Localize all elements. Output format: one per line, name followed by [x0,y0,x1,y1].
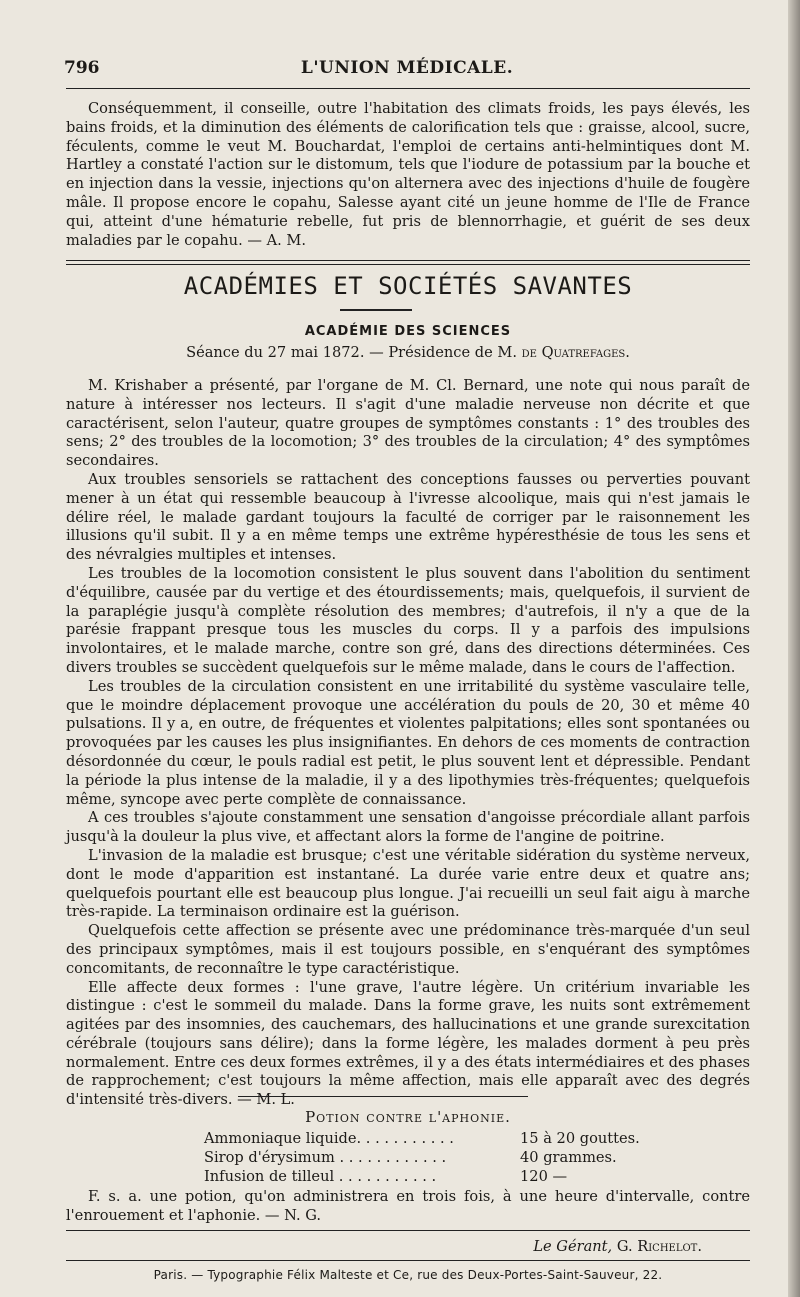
body-paragraph: Les troubles de la locomotion consistent le plus souvent dans l'abolition du sentiment d'équilibre, causée par du vertige et des étourdissements; mais, quelquefois, il survient de la paraplégie jusqu'à complète résolution des membres; d'autrefois, il n'y a que de la parésie frappant presque tous les muscles du corps. Il y a parfois des impulsions involontaires, et le malade marche, contre son gré, dans des directions déterminées. Ces divers troubles se succèdent quelquefois sur le même malade, dans le cours de l'affection. [66,564,750,676]
session-president: de Quatrefages. [521,344,630,361]
body-paragraph: Elle affecte deux formes : l'une grave, l'autre légère. Un critérium invariable les distingue : c'est le sommeil du malade. Dans la forme grave, les nuits sont extrêmement agitées par des insomnies, des cauchemars, des hallucinations et une grande surexcitation cérébrale (toujours sans délire); dans la forme légère, les malades dorment à peu près normalement. Entre ces deux formes extrêmes, il y a des états intermédiaires et des phases de rapprochement; c'est toujours la même affection, mais elle apparaît avec des degrés d'intensité très-divers. — M. L. [66,978,750,1109]
body-paragraph: Les troubles de la circulation consistent en une irritabilité du système vasculaire telle, que le moindre déplacement provoque une accélération du pouls de 20, 30 et même 40 pulsations. Il y a, en outre, de fréquentes et violentes palpitations; elles sont spontanées ou provoquées par les causes les plus insignifiantes. En dehors de ces moments de contraction désordonnée du cœur, le pouls radial est petit, le plus souvent lent et dépressible. Pendant la période la plus intense de la maladie, il y a des lipothymies très-fréquentes; quelquefois même, syncope avec perte complète de connaissance. [66,677,750,808]
ingredient-dose: 40 grammes. [520,1148,617,1166]
signature-label: Le Gérant, [533,1238,613,1255]
intro-paragraph-block [66,100,750,250]
header-rule [66,88,750,89]
intro-paragraph: Conséquemment, il conseille, outre l'habitation des climats froids, les pays élevés, les bains froids, et la diminution des éléments de calorification tels que : graisse, alcool, sucre, féculents, comme le veut M. Bouchardat, l'emploi de certains anti-helmintiques dont M. Hartley a constaté l'action sur le distomum, tels que l'iodure de potassium par la bouche et en injection dans la vessie, injections qu'on alternera avec des injections d'huile de fougère mâle. Il propose encore le copahu, Salesse ayant cité un jeune homme de l'Ile de France qui, atteint d'une hématurie rebelle, fut pris de blennorrhagie, et guérit de ses deux maladies par le copahu. — A. M. [66,100,750,249]
potion-title: Potion contre l'aphonie. [305,1108,511,1126]
printer-imprint: Paris. — Typographie Félix Malteste et Ce, rue des Deux-Portes-Saint-Sauveur, 22. [153,1268,663,1282]
ingredient-name: Infusion de tilleul . . . . . . . . . . . [204,1167,437,1185]
section-divider [66,260,750,265]
title-underline [340,309,412,311]
ingredient-row [204,1168,624,1187]
ingredient-row [204,1149,624,1168]
potion-ingredients [204,1130,640,1186]
body-paragraph: A ces troubles s'ajoute constamment une sensation d'angoisse précordiale allant parfois jusqu'à la douleur la plus vive, et affectant alors la forme de l'angine de poitrine. [66,809,750,846]
book-spine-edge [788,0,800,1297]
running-title: L'UNION MÉDICALE. [300,58,514,78]
ingredient-name: Sirop d'érysimum . . . . . . . . . . . . [204,1148,447,1166]
body-paragraph: L'invasion de la maladie est brusque; c'est une véritable sidération du système nerveux, dont le mode d'apparition est instantané. La durée varie entre deux et quatre ans; quelquefois pourtant elle est beaucoup plus longue. J'ai recueilli un seul fait aigu à marche très-rapide. La terminaison ordinaire est la guérison. [66,846,750,921]
ingredient-row [204,1130,640,1149]
potion-instructions-block [66,1188,750,1226]
potion-divider [238,1096,528,1097]
page-number: 796 [64,58,100,78]
article-body [66,377,750,1110]
page-header [64,58,750,82]
imprint-rule [66,1260,750,1261]
body-paragraph: M. Krishaber a présenté, par l'organe de M. Cl. Bernard, une note qui nous paraît de nature à intéresser nos lecteurs. Il s'agit d'une maladie nerveuse non décrite et que caractérisent, selon l'auteur, quatre groupes de symptômes constants : 1° des troubles des sens; 2° des troubles de la locomotion; 3° des troubles de la circulation; 4° des symptômes secondaires. [66,377,750,470]
footer-rule [66,1230,750,1231]
body-paragraph: Quelquefois cette affection se présente avec une prédominance très-marquée d'un seul des principaux symptômes, mais il est toujours possible, en s'enquérant des symptômes concomitants, de reconnaître le type caractéristique. [66,922,750,977]
signature [533,1238,702,1255]
signature-name: G. Richelot. [616,1238,702,1255]
body-paragraph: Aux troubles sensoriels se rattachent des conceptions fausses ou perverties pouvant mener à un état qui ressemble beaucoup à l'ivresse alcoolique, mais qui n'est jamais le délire réel, le malade gardant toujours la faculté de corriger par le raisonnement les illusions qu'il subit. Il y a en même temps une extrême hypéresthésie de tous les sens et des névralgies multiples et intenses. [66,470,750,564]
session-line [66,344,750,361]
subsection-title: ACADÉMIE DES SCIENCES [304,324,512,339]
potion-instructions: F. s. a. une potion, qu'on administrera en trois fois, à une heure d'intervalle, contre l'enrouement et l'aphonie. — N. G. [66,1188,750,1224]
session-prefix: Séance du 27 mai 1872. — Présidence de M. [186,344,522,361]
ingredient-dose: 120 — [520,1167,568,1185]
ingredient-name: Ammoniaque liquide. . . . . . . . . . . [204,1130,454,1147]
section-title: ACADÉMIES ET SOCIÉTÉS SAVANTES [183,272,633,300]
ingredient-dose: 15 à 20 gouttes. [520,1130,640,1147]
